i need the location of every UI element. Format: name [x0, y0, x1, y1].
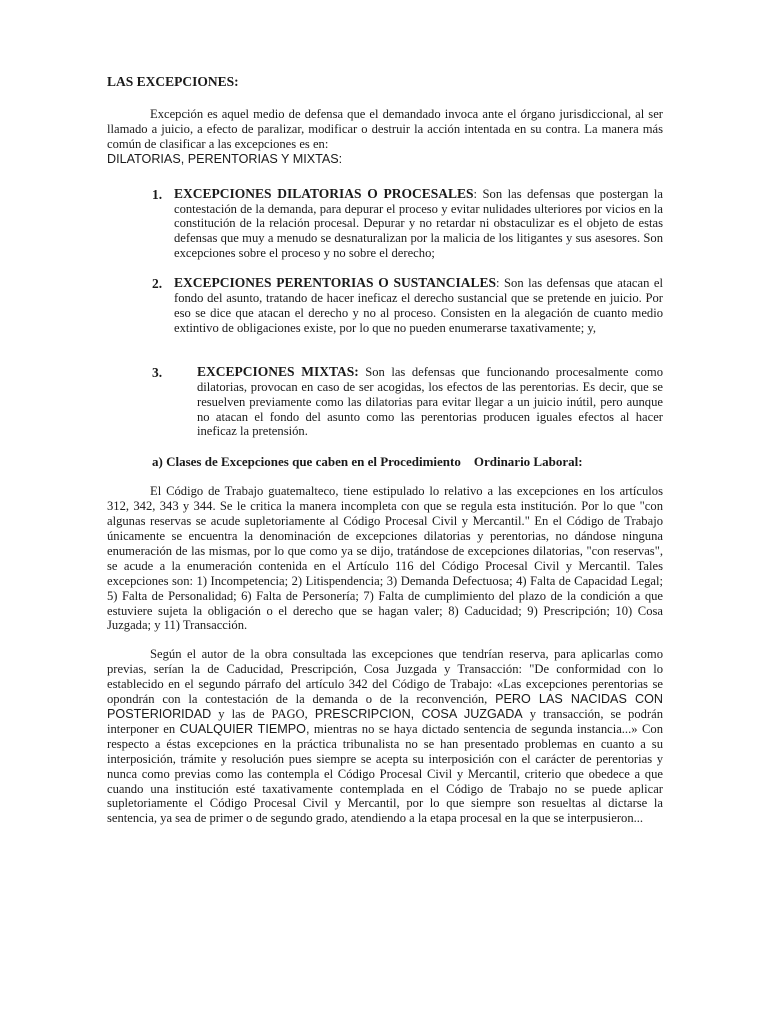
document-title: LAS EXCEPCIONES: [107, 74, 239, 89]
list-item-text: Son las defensas que funcionando procesalmente como dilatorias, provocan en caso de ser acogidas, los efectos de las perentorias. Es decir, que se resuelven previamente como las dilatorias para evitar llegar a un juicio inútil, pero aunque no atacan el fondo del asunto como las perentorias producen iguales efectos al hacer ineficaz la pretensión. [197, 364, 663, 439]
intro-text: Excepción es aquel medio de defensa que el demandado invoca ante el órgano jurisdiccional, al ser llamado a juicio, a efecto de paralizar, modificar o destruir la acción intentada en su contra. La manera más común de clasificar a las excepciones es en: [107, 107, 663, 151]
list-item-heading: EXCEPCIONES PERENTORIAS O SUSTANCIALES [174, 275, 497, 291]
paragraph-text: mientras no se haya dictado sentencia de segunda instancia...» Con respecto a éstas excepciones en la práctica tribunalista no se han presentado problemas en cuanto a su interposición, trámite y resolución pues siempre se acepta su interposición con el carácter de perentorias y nunca como previas como las contempla el Código Procesal Civil y Mercantil, criterio que obedece a que cuando una institución esté taxativamente contemplada en el Código de Trabajo no se puede aplicar supletoriamente el Código Procesal Civil y Mercantil, por lo que siempre son resueltas al dictarse la sentencia, ya sea de primer o de segundo grado, atendiendo a la etapa procesal en la que se interpusieron... [107, 721, 663, 826]
list-item-text: : Son las defensas que postergan la contestación de la demanda, para depurar el proceso y evitar nulidades ulteriores por vicios en la constitución de la relación procesal. Depurar y no retardar ni obstaculizar es el objeto de estas defensas que muy a menudo se desnaturalizan por la malicia de los litigantes y sus asesores. Son excepciones sobre el proceso y no sobre el derecho; [174, 186, 663, 261]
list-item-1 [107, 187, 663, 262]
list-item-number: 2. [152, 276, 163, 292]
emphasis-text: PRESCRIPCION, COSA JUZGADA [314, 707, 523, 721]
paragraph-text: Según el autor de la obra consultada las excepciones que tendrían reserva, para aplicarlas como previas, serían la de Caducidad, Prescripción, Cosa Juzgada y Transacción: "De conformidad con lo establecido en el segundo párrafo del artículo 342 del Código de Trabajo: «Las excepciones perentorias se opondrán con la contestación de la demanda o de la reconvención, [107, 647, 663, 707]
list-item-body [197, 365, 663, 440]
list-item-heading: EXCEPCIONES MIXTAS: [197, 363, 359, 379]
section-subheading: a) Clases de Excepciones que caben en el Procedimiento Ordinario Laboral: [152, 454, 583, 470]
list-item-heading: EXCEPCIONES DILATORIAS O PROCESALES [174, 185, 474, 201]
paragraph-text: y las de PAGO, [211, 707, 315, 721]
list-item-text: : Son las defensas que atacan el fondo del asunto, tratando de hacer ineficaz el derecho sustancial que se pretende en juicio. Por eso se dice que atacan el derecho y no al proceso. Consisten en la alegación de cuanto medio extintivo de obligaciones existe, por lo que no pueden enumerarse taxativamente; y, [174, 276, 663, 335]
emphasis-text: CUALQUIER TIEMPO, [179, 721, 310, 736]
intro-tail: DILATORIAS, PERENTORIAS Y MIXTAS: [107, 151, 343, 166]
list-item-number: 3. [152, 364, 163, 380]
paragraph-codigo-trabajo: El Código de Trabajo guatemalteco, tiene estipulado lo relativo a las excepciones en los artículos 312, 342, 343 y 344. Se le critica la manera incompleta con que se regula esta institución. Por lo que "con algunas reservas se acude supletoriamente al Código Procesal Civil y Mercantil." En el Código de Trabajo únicamente se encuentra la denominación de excepciones dilatorias y perentorias, no dándose ninguna enumeración de las mismas, por lo que como ya se dijo, tratándose de excepciones dilatorias, "con reservas", se acude a la enumeración contenida en el Artículo 116 del Código Procesal Civil y Mercantil. Tales excepciones son: 1) Incompetencia; 2) Litispendencia; 3) Demanda Defectuosa; 4) Falta de Capacidad Legal; 5) Falta de Personalidad; 6) Falta de Personería; 7) Falta de cumplimiento del plazo de la condición a que estuviere sujeta la obligación o el derecho que se hagan valer; 8) Caducidad; 9) Prescripción; 10) Cosa Juzgada; y 11) Transacción. [107, 484, 663, 633]
paragraph-text: y transacción, se podrán interponer en [107, 707, 664, 736]
list-item-number: 1. [152, 186, 163, 202]
paragraph-excepciones-reserva [107, 647, 663, 826]
list-item-body [174, 276, 663, 336]
document-page [107, 74, 663, 826]
emphasis-text: PERO LAS NACIDAS CON POSTERIORIDAD [107, 692, 663, 721]
list-item-2 [107, 276, 663, 336]
list-item-body [174, 187, 663, 262]
list-item-3 [107, 365, 663, 440]
intro-paragraph [107, 107, 663, 167]
